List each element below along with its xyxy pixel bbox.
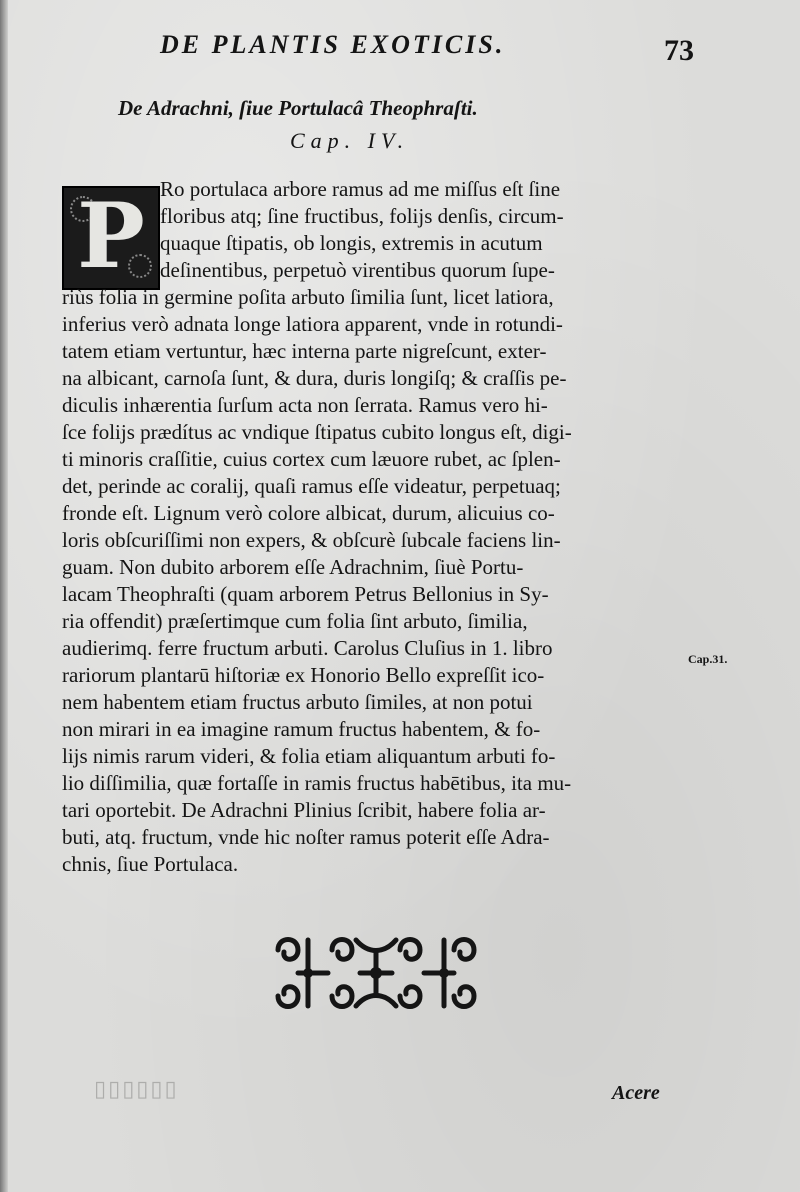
- margin-note: Cap.31.: [688, 652, 728, 666]
- text-line: rariorum plantarū hiſtoriæ ex Honorio Bello expreſſit ico-: [62, 663, 545, 687]
- show-through-text: ▯▯▯▯▯▯: [92, 1076, 177, 1101]
- text-line: floribus atq; ſine fructibus, folijs denſis, circum-: [160, 204, 564, 228]
- text-line: lijs nimis rarum videri, & folia etiam aliquantum arbuti fo-: [62, 744, 556, 768]
- text-line: tari oportebit. De Adrachni Plinius ſcribit, habere folia ar-: [62, 798, 546, 822]
- page-number: 73: [664, 34, 694, 67]
- text-line: na albicant, carnoſa ſunt, & dura, duris longiſq; & craſſis pe-: [62, 366, 567, 390]
- text-line: riùs folia in germine poſita arbuto ſimilia ſunt, licet latiora,: [62, 285, 554, 309]
- text-line: deſinentibus, perpetuò virentibus quorum ſupe-: [160, 258, 555, 282]
- text-line: ria offendit) præſertimque cum folia ſint arbuto, ſimilia,: [62, 609, 528, 633]
- drop-cap-letter: P: [77, 183, 145, 289]
- text-line: loris obſcuriſſimi non expers, & obſcurè ſubcale faciens lin-: [62, 528, 561, 552]
- text-line: quaque ſtipatis, ob longis, extremis in acutum: [160, 231, 543, 255]
- chapter-title: De Adrachni, ſiue Portulacâ Theophraſti.: [118, 96, 478, 120]
- catchword: Acere: [612, 1082, 660, 1104]
- text-line: ſce folijs prædítus ac vndique ſtipatus cubito longus eſt, digi-: [62, 420, 572, 444]
- text-line: diculis inhærentia ſurſum acta non ſerrata. Ramus vero hi-: [62, 393, 548, 417]
- text-line: Ro portulaca arbore ramus ad me miſſus eſt ſine: [160, 177, 561, 201]
- body-text: [62, 176, 676, 878]
- running-head: DE PLANTIS EXOTICIS.: [160, 30, 506, 59]
- text-line: audierimq. ferre fructum arbuti. Carolus Cluſius in 1. libro: [62, 636, 553, 660]
- text-line: fronde eſt. Lignum verò colore albicat, durum, alicuius co-: [62, 501, 555, 525]
- chapter-label: Cap. IV.: [290, 128, 410, 153]
- text-line: tatem etiam vertuntur, hæc interna parte nigreſcunt, exter-: [62, 339, 547, 363]
- page-edge: [0, 0, 8, 1192]
- text-line: inferius verò adnata longe latiora apparent, vnde in rotundi-: [62, 312, 563, 336]
- text-line: ti minoris craſſitie, cuius cortex cum læuore rubet, ac ſplen-: [62, 447, 561, 471]
- text-line: nem habentem etiam fructus arbuto ſimiles, at non potui: [62, 690, 533, 714]
- text-line: lio diſſimilia, quæ fortaſſe in ramis fructus habētibus, ita mu-: [62, 771, 572, 795]
- text-line: det, perinde ac coralij, quaſi ramus eſſe videatur, perpetuaq;: [62, 474, 561, 498]
- text-line: guam. Non dubito arborem eſſe Adrachnim, ſiuè Portu-: [62, 555, 524, 579]
- text-line: lacam Theophraſti (quam arborem Petrus Bellonius in Sy-: [62, 582, 549, 606]
- text-line: chnis, ſiue Portulaca.: [62, 852, 239, 876]
- printers-ornament: [268, 930, 484, 1016]
- text-line: non mirari in ea imagine ramum fructus habentem, & fo-: [62, 717, 541, 741]
- text-line: buti, atq. fructum, vnde hic noſter ramus poterit eſſe Adra-: [62, 825, 550, 849]
